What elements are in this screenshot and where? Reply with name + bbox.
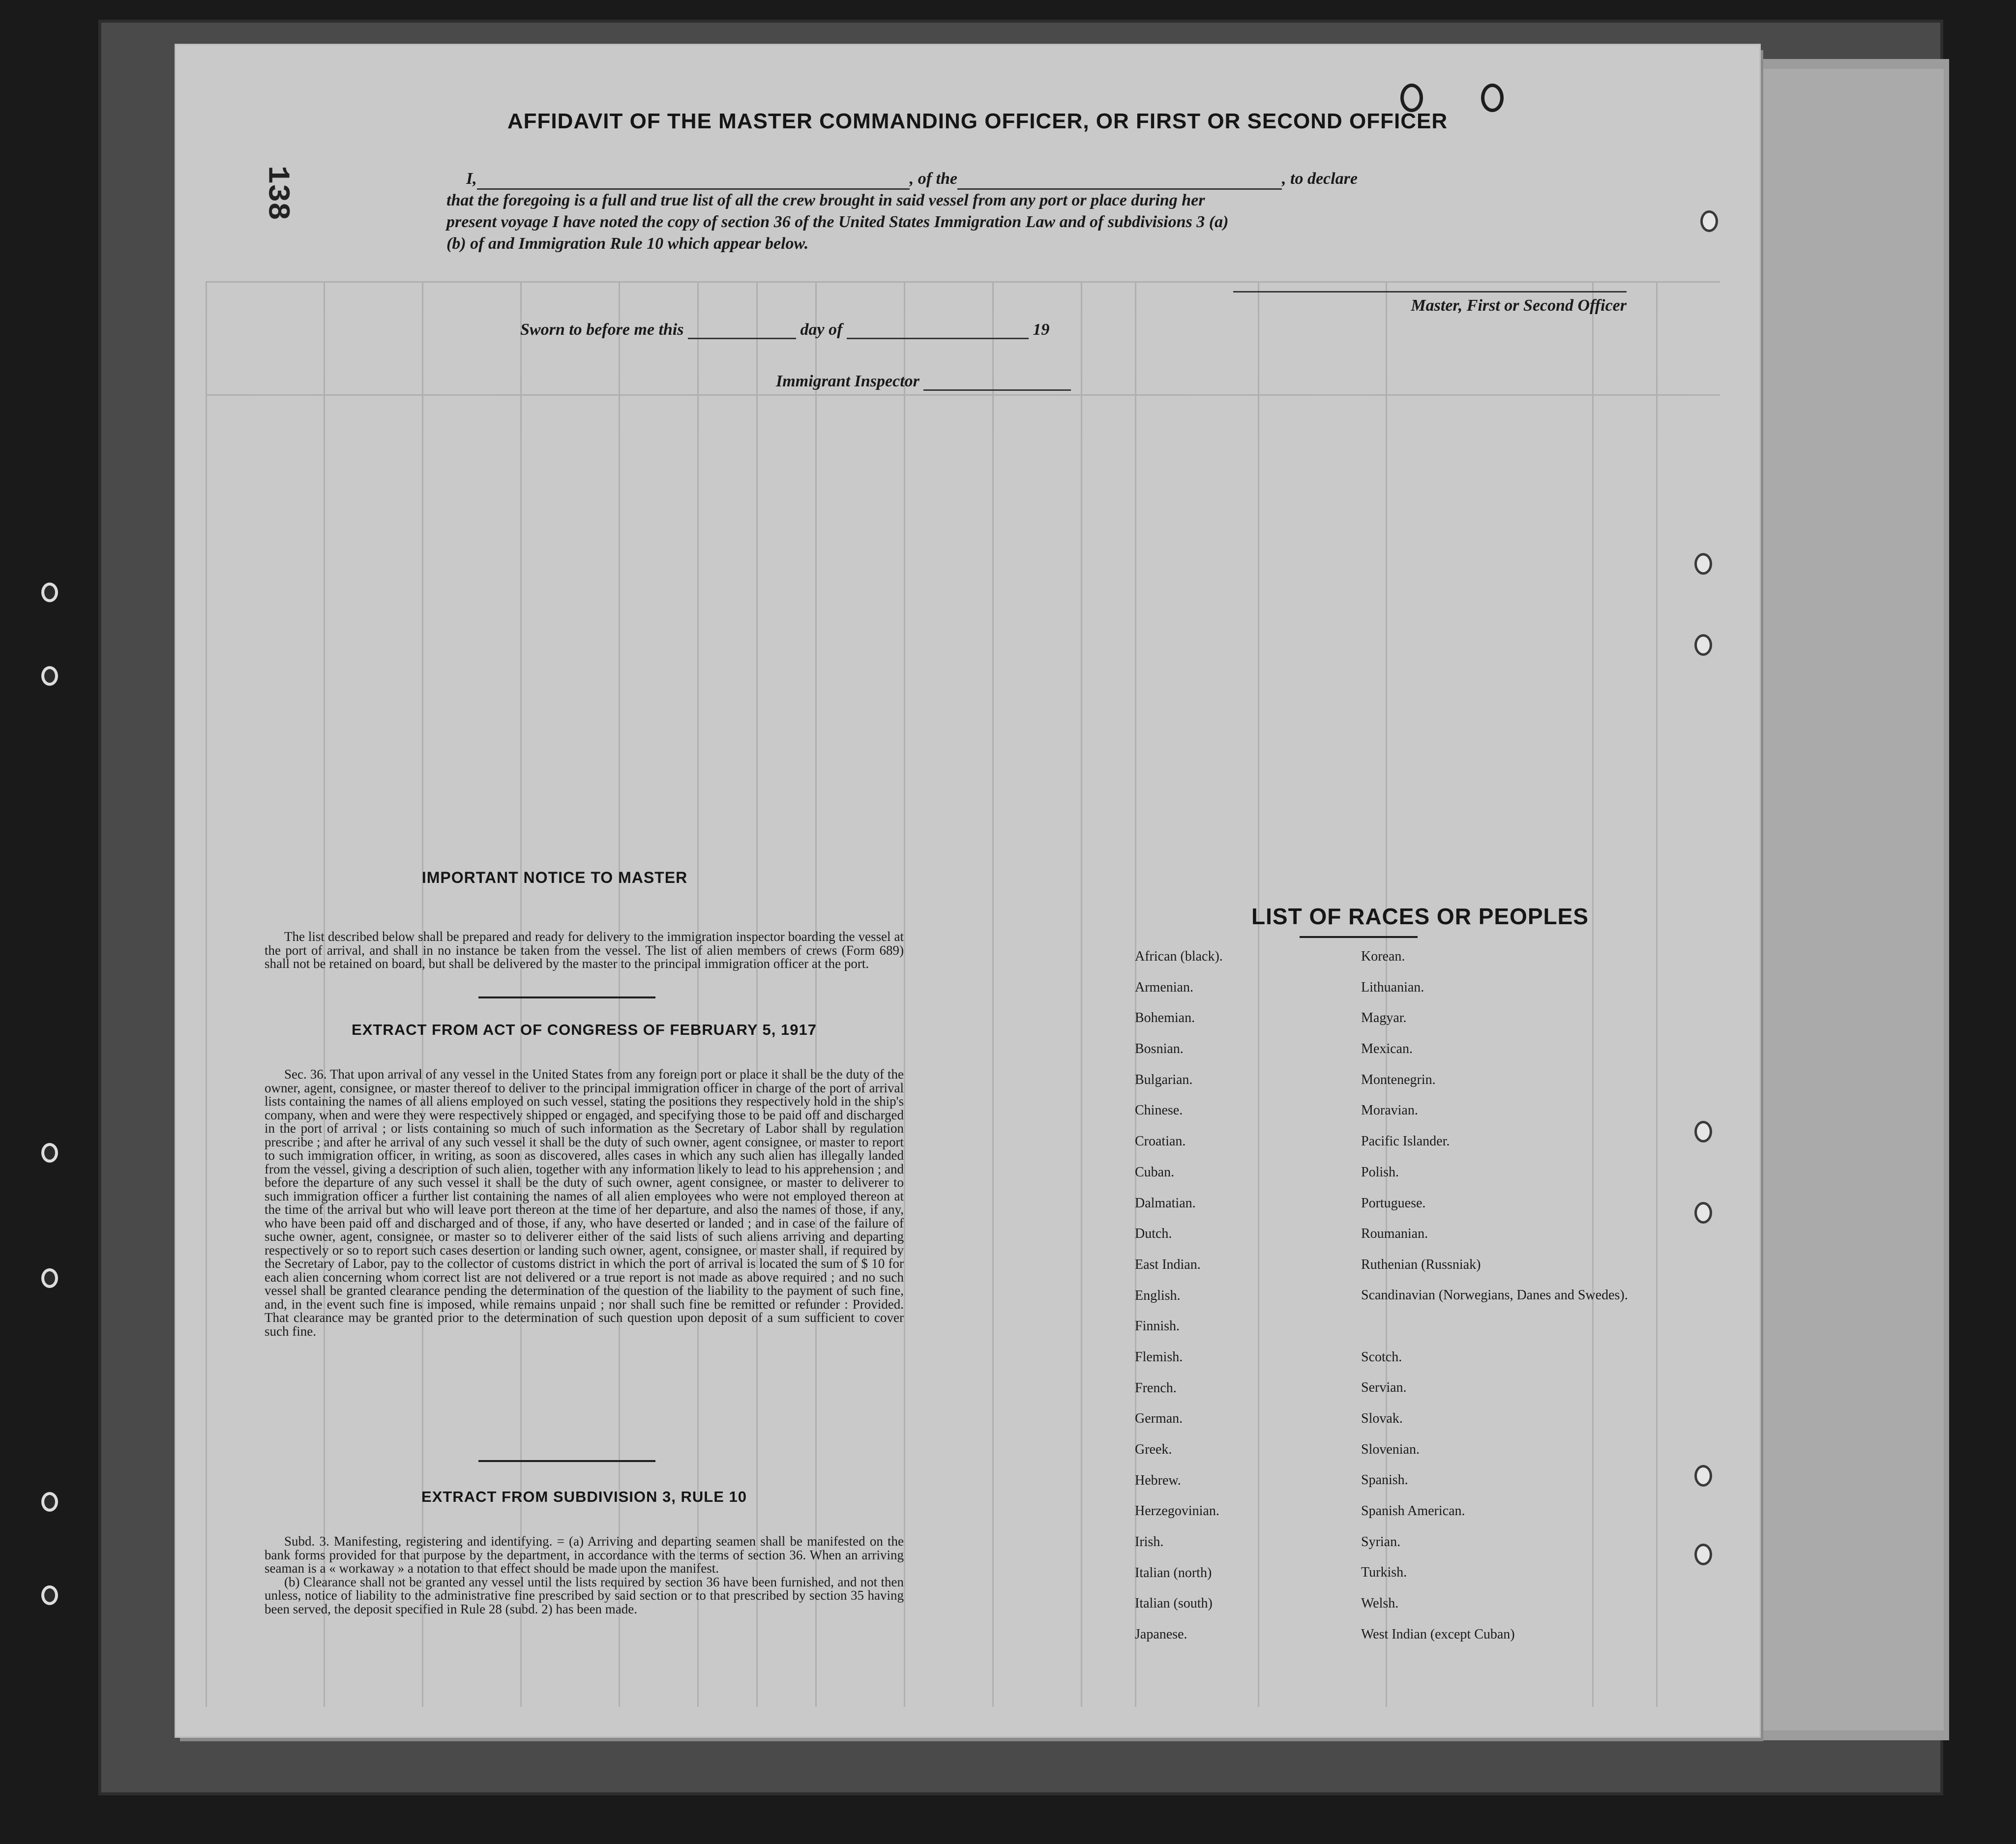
vessel-name-blank [957, 174, 1282, 190]
punch-mark [1481, 84, 1504, 112]
punch-mark [1400, 84, 1423, 112]
margin-hole [1694, 634, 1712, 656]
vessel-prefix: , of the [909, 170, 958, 188]
inspector-label: Immigrant Inspector [776, 372, 919, 390]
race-item: Italian (south) [1135, 1596, 1213, 1611]
race-item: Ruthenian (Russniak) [1361, 1257, 1481, 1272]
race-item: Welsh. [1361, 1596, 1399, 1611]
race-item: Bulgarian. [1135, 1072, 1193, 1087]
officer-signature-label: Master, First or Second Officer [1233, 291, 1627, 315]
race-item: Lithuanian. [1361, 979, 1424, 995]
affidavit-page [176, 45, 1759, 1736]
race-item: Chinese. [1135, 1103, 1183, 1118]
day-blank [688, 323, 796, 339]
race-item: West Indian (except Cuban) [1361, 1626, 1515, 1642]
race-item: German. [1135, 1411, 1183, 1427]
race-item: Armenian. [1135, 979, 1193, 995]
race-item: Roumanian. [1361, 1226, 1428, 1242]
race-item: Herzegovinian. [1135, 1503, 1219, 1519]
affidavit-line-3: present voyage I have noted the copy of section 36 of the United States Immigration Law and of subdivisions 3 (a) [446, 213, 1229, 231]
rule-paragraph-a: Subd. 3. Manifesting, registering and identifying. = (a) Arriving and departing seamen shall be manifested on the bank forms provided for that purpose by the department, in accordance with the terms of section 36. When an arriving seaman is a « workaway » a notation to that effect should be made upon the manifest. [265, 1534, 904, 1576]
race-item: Magyar. [1361, 1010, 1407, 1026]
binder-hole [41, 1585, 58, 1605]
rule-heading: EXTRACT FROM SUBDIVISION 3, RULE 10 [421, 1488, 747, 1505]
races-list-left [1135, 949, 1346, 1658]
margin-hole [1694, 553, 1712, 575]
race-item: Finnish. [1135, 1318, 1180, 1334]
month-blank [847, 323, 1029, 339]
binder-hole [41, 1268, 58, 1288]
binder-hole [41, 583, 58, 602]
margin-hole [1694, 1465, 1712, 1487]
race-item: Polish. [1361, 1164, 1399, 1180]
binder-hole [41, 1143, 58, 1163]
race-item: East Indian. [1135, 1257, 1201, 1272]
race-item: Turkish. [1361, 1565, 1407, 1581]
binder-hole [41, 1492, 58, 1512]
race-item: English. [1135, 1288, 1181, 1303]
race-item: Croatian. [1135, 1134, 1186, 1149]
race-item: Spanish American. [1361, 1503, 1465, 1519]
race-item: Scotch. [1361, 1349, 1402, 1365]
divider [478, 996, 655, 998]
page-number-stamp: 138 [260, 165, 295, 221]
race-item: Slovenian. [1361, 1441, 1420, 1457]
race-item: Slovak. [1361, 1410, 1403, 1426]
declarant-name-blank [477, 174, 910, 190]
sworn-text: Sworn to before me this [520, 321, 684, 339]
race-item: French. [1135, 1380, 1177, 1396]
race-item: African (black). [1135, 949, 1223, 964]
inspector-signature-blank [923, 375, 1071, 391]
notice-text [265, 930, 904, 971]
race-item: Hebrew. [1135, 1472, 1181, 1488]
day-of-text: day of [800, 321, 843, 339]
race-item: Dutch. [1135, 1226, 1172, 1242]
notice-paragraph: The list described below shall be prepared and ready for delivery to the immigration inspector boarding the vessel at the port of arrival, and shall in no instance be taken from the vessel. The list of alien members of crews (Form 689) shall not be retained on board, but shall be delivered by the master to the principal immigration officer at the port. [265, 929, 904, 971]
margin-hole [1694, 1544, 1712, 1565]
race-item: Portuguese. [1361, 1195, 1426, 1211]
race-item: Bohemian. [1135, 1010, 1195, 1026]
race-item: Japanese. [1135, 1627, 1187, 1642]
race-item: Italian (north) [1135, 1565, 1212, 1581]
divider [478, 1460, 655, 1462]
act-text [265, 1068, 904, 1338]
margin-hole [1700, 210, 1718, 232]
race-item: Moravian. [1361, 1103, 1418, 1118]
affidavit-line-2: that the foregoing is a full and true list of all the crew brought in said vessel from any port or place during her [446, 191, 1205, 209]
declare-suffix: , to declare [1282, 170, 1358, 188]
binder-hole [41, 666, 58, 686]
race-item: Irish. [1135, 1534, 1164, 1550]
race-item: Bosnian. [1135, 1041, 1184, 1057]
race-item: Flemish. [1135, 1349, 1183, 1365]
race-item: Mexican. [1361, 1041, 1413, 1057]
race-item: Spanish. [1361, 1472, 1408, 1488]
race-item: Dalmatian. [1135, 1195, 1196, 1211]
affidavit-statement [446, 168, 1651, 255]
act-heading: EXTRACT FROM ACT OF CONGRESS OF FEBRUARY 5, 1917 [352, 1021, 817, 1038]
rule-paragraph-b: (b) Clearance shall not be granted any vessel until the lists required by section 36 have been furnished, and not then unless, notice of liability to the administrative fine prescribed by said section or to that prescribed by section 35 having been served, the deposit specified in Rule 28 (subd. 2) has been made. [265, 1574, 904, 1616]
race-item: Montenegrin. [1361, 1072, 1436, 1087]
affidavit-title: AFFIDAVIT OF THE MASTER COMMANDING OFFICER, OR FIRST OR SECOND OFFICER [507, 109, 1448, 133]
divider [1300, 936, 1418, 938]
race-item: Servian. [1361, 1380, 1407, 1396]
margin-hole [1694, 1121, 1712, 1142]
act-section-36: Sec. 36. That upon arrival of any vessel in the United States from any foreign port or place it shall be the duty of the owner, agent, consignee, or master thereof to deliver to the principal immigration officer in charge of the port of arrival lists containing the names of all aliens employed on such vessel, stating the positions they respectively hold in the ship's company, when and were they were respectively shipped or engaged, and specifying those to be paid off and discharged in the port of arrival ; or lists containing so much of such information as the Secretary of Labor shall by regulation prescribe ; and after he arrival of any such vessel it shall be the duty of such owner, agent consignee, or master to report to such immigration officer, in writing, as soon as discovered, alles cases in which any such alien has illegally landed from the vessel, giving a description of such alien, together with any information likely to lead to his apprehension ; and before the departure of any such vessel it shall be the duty of such owner, agent consignee, or master to deliverer to such immigration officer a further list containing the names of all alien employees who were not employed thereon at the time of the arrival but who will leave port thereon at the time of her departure, and also the names of those, if any, who have been paid off and discharged and of those, if any, who have deserted or landed ; and in case of the failure of suche owner, agent, consignee, or master so to deliverer either of the said lists of such aliens arriving and departing respectively or so to report such cases desertion or landing such owner, agent, consignee, or master shall, if required by the Secretary of Labor, pay to the collector of customs district in which the port of arrival is located the sum of $ 10 for each alien concerning whom correct list are not delivered or a true report is not made as above required ; and no such vessel shall be granted clearance pending the determination of the question of the liability to the payment of such fine, and, in the event such fine is imposed, while remains unpaid ; nor shall such fine be remitted or refunder : Provided. That clearance may be granted prior to the determination of such question upon deposit of a sum sufficient to cover such fine. [265, 1067, 904, 1339]
race-item: Pacific Islander. [1361, 1134, 1450, 1149]
rule-text [265, 1535, 904, 1616]
races-list-right [1361, 949, 1705, 1657]
margin-hole [1694, 1202, 1712, 1224]
affidavit-line-4: (b) of and Immigration Rule 10 which appear below. [446, 234, 809, 253]
notice-heading: IMPORTANT NOTICE TO MASTER [421, 869, 688, 886]
race-item: Greek. [1135, 1442, 1172, 1457]
sworn-line [520, 321, 1307, 339]
race-item: Syrian. [1361, 1534, 1401, 1550]
races-heading: LIST OF RACES OR PEOPLES [1251, 904, 1589, 929]
inspector-line [776, 372, 1218, 391]
race-item: Korean. [1361, 949, 1405, 964]
year-prefix: 19 [1033, 321, 1050, 339]
declarant-prefix: I, [466, 170, 477, 188]
race-item: Cuban. [1135, 1164, 1175, 1180]
race-item: Scandinavian (Norwegians, Danes and Swedes). [1361, 1287, 1628, 1303]
